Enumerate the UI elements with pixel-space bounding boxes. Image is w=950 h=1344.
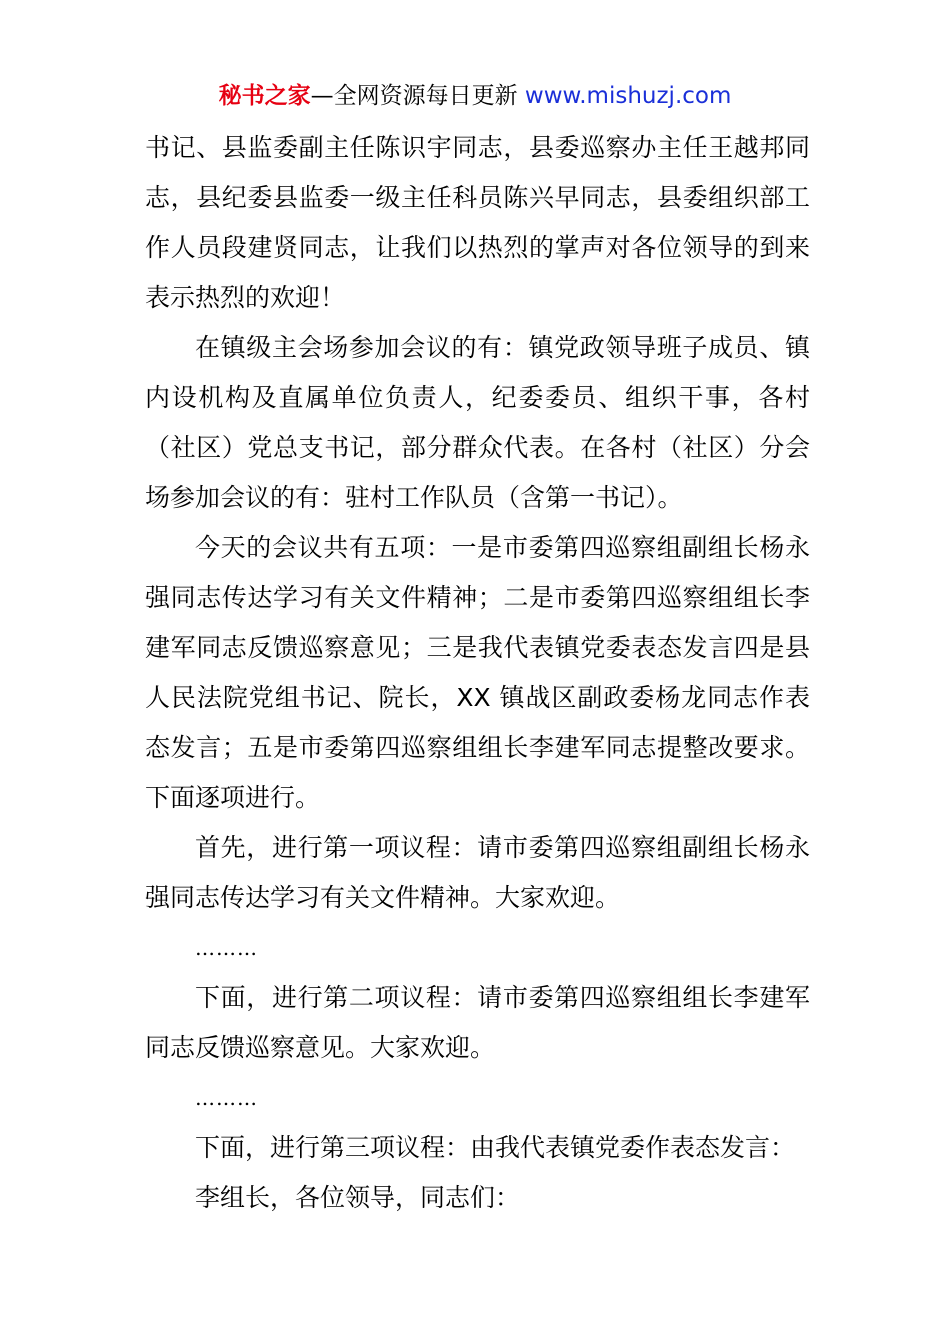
paragraph-1: 书记、县监委副主任陈识宇同志，县委巡察办主任王越邦同志，县纪委县监委一级主任科员陈兴早同志，县委组织部工作人员段建贤同志，让我们以热烈的掌声对各位领导的到来表示热烈的欢迎！ [145,133,810,312]
ellipsis-2: ……… [195,1086,258,1110]
brand-name: 秘书之家 [218,83,311,109]
header-tagline: —全网资源每日更新 [310,83,518,109]
ellipsis-1: ……… [195,936,258,960]
paragraph-2: 在镇级主会场参加会议的有：镇党政领导班子成员、镇内设机构及直属单位负责人，纪委委员、组织干事，各村（社区）党总支书记，部分群众代表。在各村（社区）分会场参加会议的有：驻村工作队员（含第一书记）。 [145,333,810,512]
paragraph-3: 今天的会议共有五项：一是市委第四巡察组副组长杨永强同志传达学习有关文件精神；二是市委第四巡察组组长李建军同志反馈巡察意见；三是我代表镇党委表态发言四是县人民法院党组书记、院长，XX 镇战区副政委杨龙同志作表态发言；五是市委第四巡察组组长李建军同志提整改要求。下面逐项进行。 [145,533,810,812]
paragraph-4: 首先，进行第一项议程：请市委第四巡察组副组长杨永强同志传达学习有关文件精神。大家欢迎。 [145,833,810,912]
paragraph-6: 下面，进行第三项议程：由我代表镇党委作表态发言： [195,1133,796,1162]
site-url-link[interactable]: www.mishuzj.com [524,83,732,109]
paragraph-7: 李组长，各位领导，同志们： [195,1183,521,1212]
page-header [0,80,950,112]
paragraph-5: 下面，进行第二项议程：请市委第四巡察组组长李建军同志反馈巡察意见。大家欢迎。 [145,983,810,1062]
document-body [145,123,810,1223]
